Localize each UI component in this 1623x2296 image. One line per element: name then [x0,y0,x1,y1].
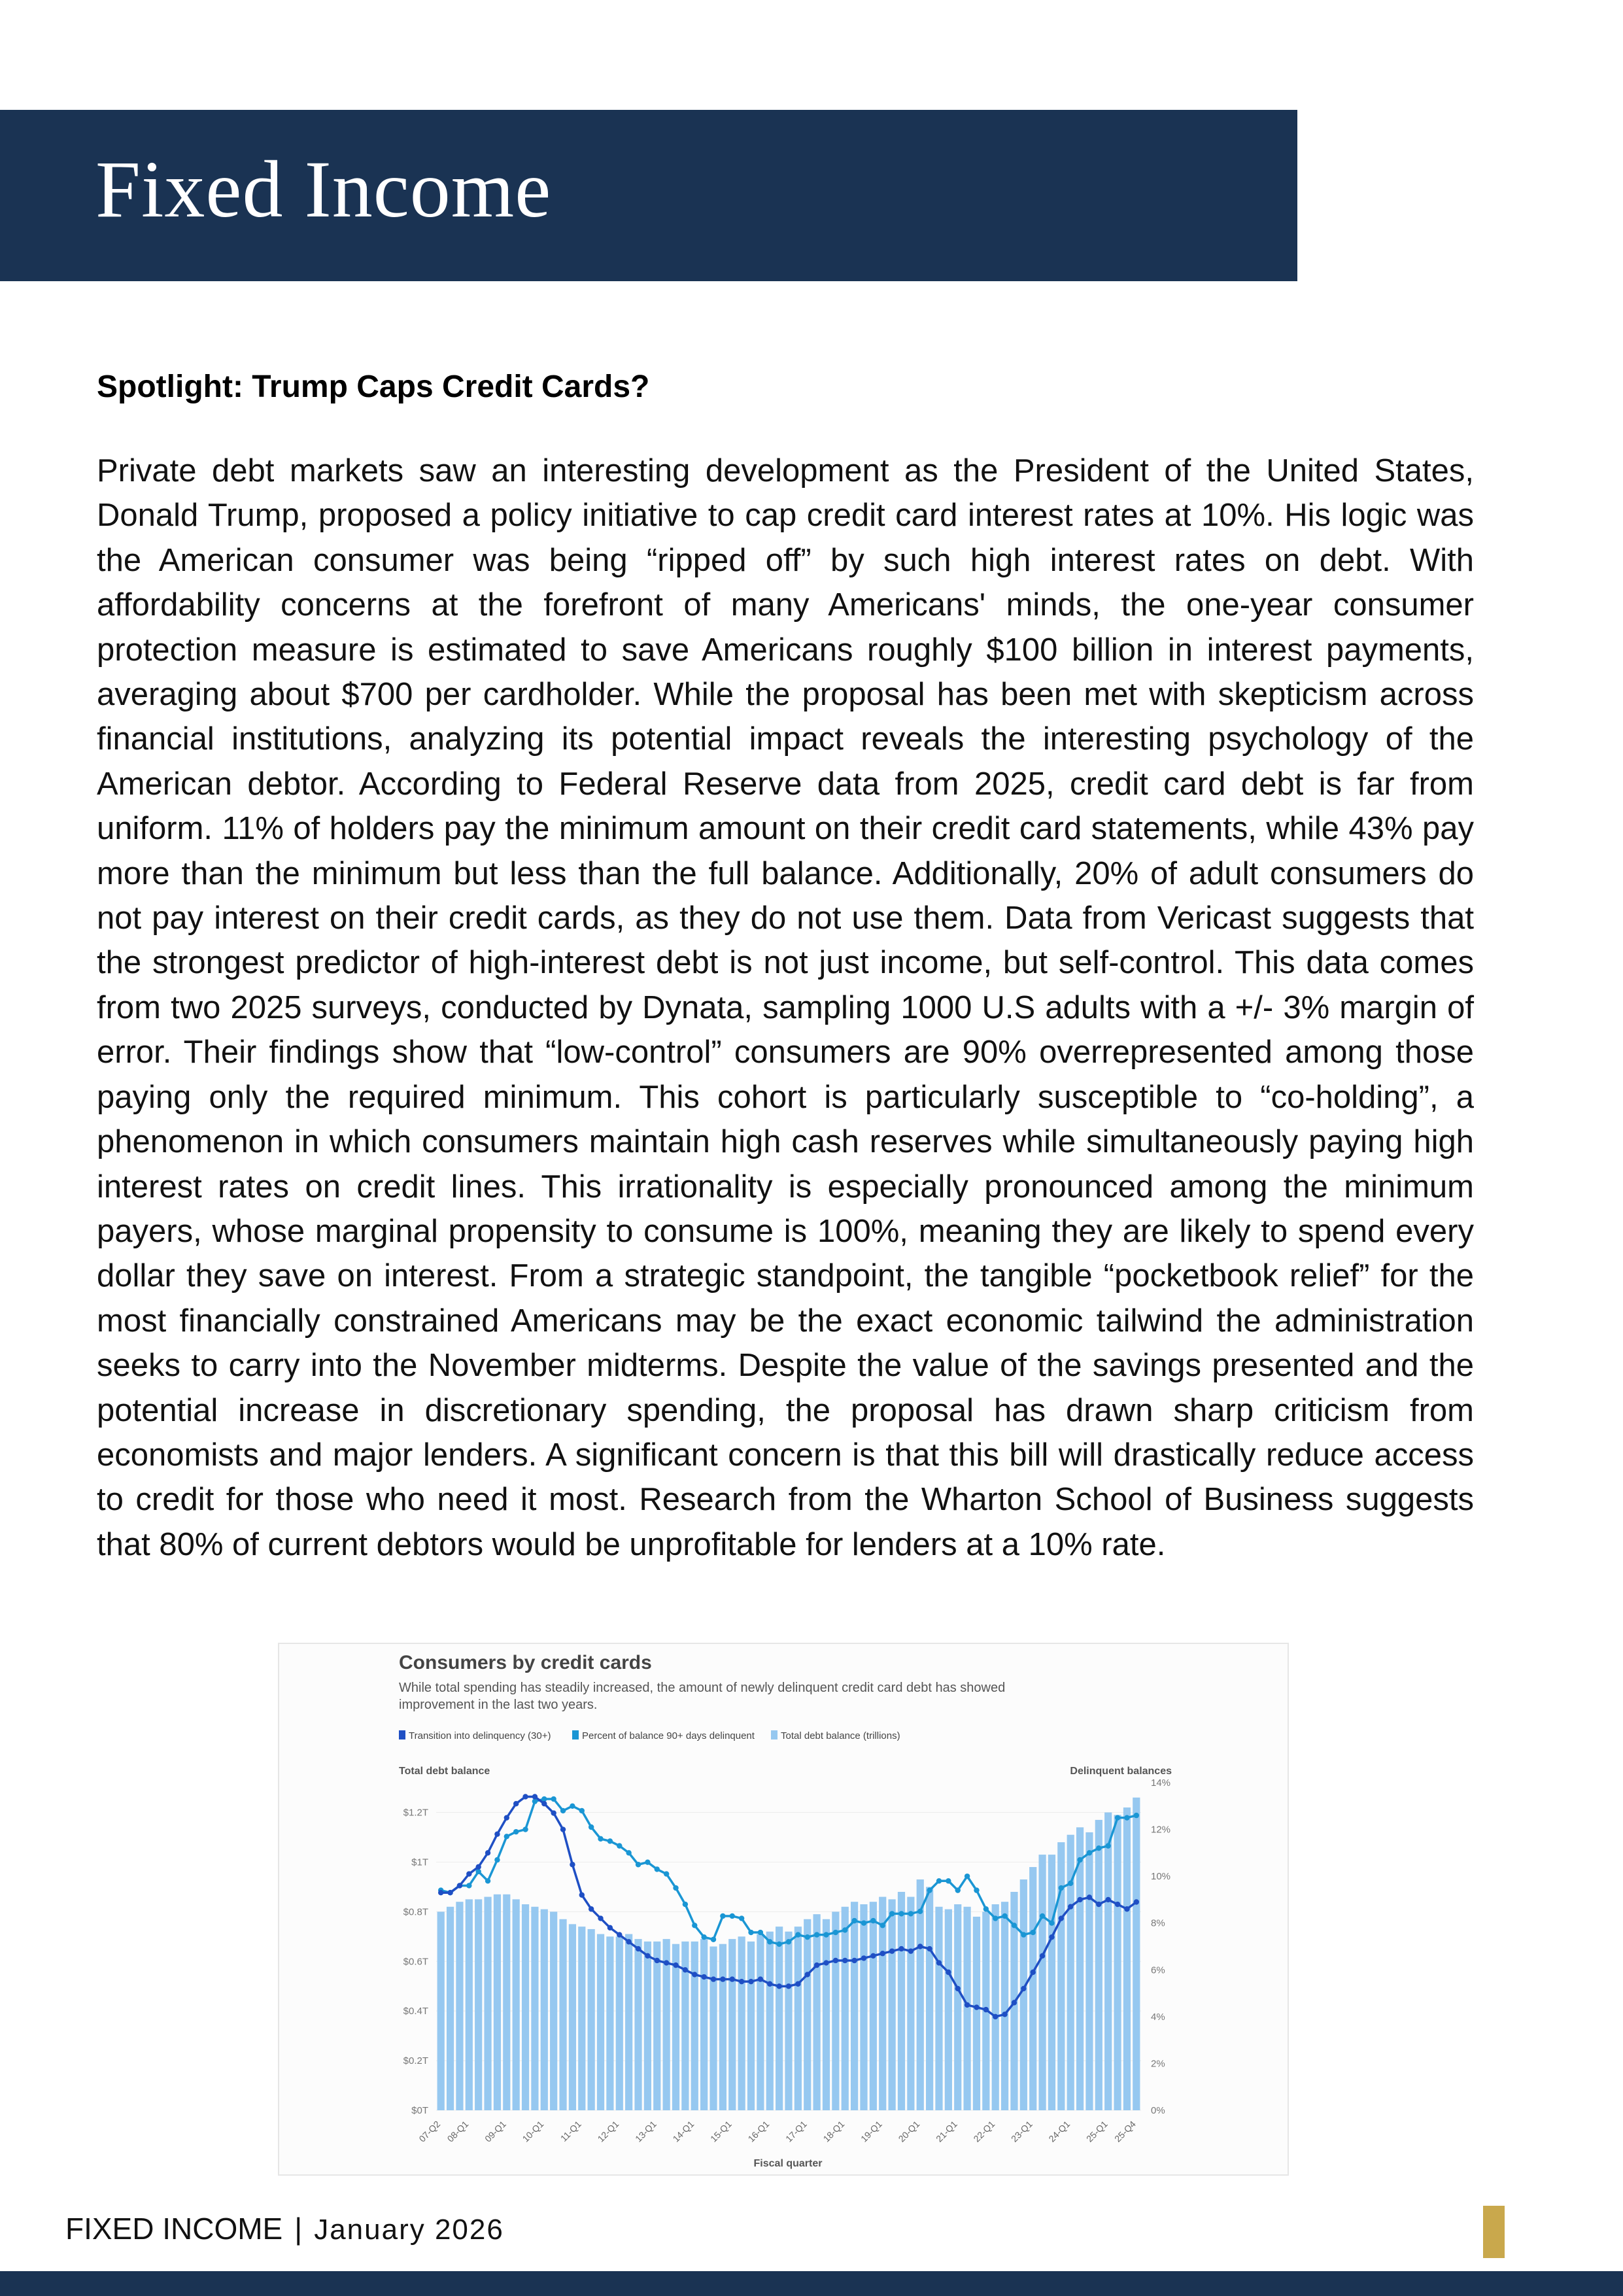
percent-90-delinquent-point [673,1885,678,1891]
percent-90-delinquent-point [776,1942,781,1947]
transition-delinquency-point [636,1946,641,1951]
percent-90-delinquent-point [711,1937,716,1942]
percent-90-delinquent-point [607,1838,613,1843]
percent-90-delinquent-point [936,1878,942,1883]
x-tick-label: 19-Q1 [859,2118,884,2144]
debt-balance-bar [644,1942,651,2110]
transition-delinquency-point [570,1862,575,1867]
debt-balance-bar [898,1892,905,2110]
transition-delinquency-point [485,1850,490,1855]
footer-section: FIXED INCOME [65,2212,283,2246]
debt-balance-bar [550,1911,557,2110]
percent-90-delinquent-point [1002,1913,1007,1919]
debt-balance-bar [1001,1902,1008,2110]
percent-90-delinquent-point [730,1913,735,1919]
transition-delinquency-point [438,1890,443,1895]
percent-90-delinquent-point [1115,1815,1120,1820]
debt-balance-bar [1048,1855,1055,2110]
transition-delinquency-point [626,1939,631,1944]
transition-delinquency-point [589,1906,594,1911]
percent-90-delinquent-point [739,1915,744,1921]
percent-90-delinquent-point [861,1921,866,1926]
transition-delinquency-point [560,1826,566,1832]
debt-balance-bar [569,1924,576,2110]
footer-separator: | [294,2212,303,2246]
debt-balance-bar [766,1932,774,2110]
right-tick-label: 10% [1151,1871,1171,1883]
debt-balance-bar [437,1911,445,2110]
x-tick-label: 23-Q1 [1008,2118,1034,2144]
percent-90-delinquent-point [1134,1813,1139,1818]
transition-delinquency-point [983,2007,989,2012]
x-tick-label: 11-Q1 [558,2118,583,2144]
percent-90-delinquent-point [1049,1921,1054,1926]
x-tick-label: 13-Q1 [633,2118,658,2144]
debt-balance-bar [870,1902,877,2110]
page-title: Fixed Income [95,145,552,234]
transition-delinquency-point [1040,1953,1045,1959]
debt-balance-bar [738,1936,745,2110]
transition-delinquency-point [851,1958,857,1963]
transition-delinquency-point [786,1983,791,1989]
debt-balance-bar [466,1899,473,2110]
percent-90-delinquent-point [898,1911,904,1916]
transition-delinquency-point [1021,1986,1026,1991]
debt-balance-bar [700,1939,708,2110]
x-tick-label: 22-Q1 [971,2118,997,2144]
transition-delinquency-point [758,1976,763,1981]
transition-delinquency-point [1124,1906,1129,1911]
debt-balance-bar [681,1942,689,2110]
percent-90-delinquent-point [908,1911,914,1916]
transition-delinquency-point [673,1962,678,1968]
percent-90-delinquent-point [636,1862,641,1867]
percent-90-delinquent-point [927,1887,932,1893]
transition-delinquency-point [664,1960,669,1965]
percent-90-delinquent-point [1012,1923,1017,1928]
debt-balance-bar [728,1939,736,2110]
transition-delinquency-point [1012,2000,1017,2005]
debt-balance-bar [494,1894,501,2110]
chart-panel [278,1643,1289,2176]
transition-delinquency-point [993,2014,998,2019]
transition-delinquency-point [870,1953,876,1959]
transition-delinquency-point [1087,1894,1092,1900]
transition-delinquency-point [814,1962,819,1968]
percent-90-delinquent-point [1031,1930,1036,1935]
debt-balance-bar [484,1897,491,2110]
percent-90-delinquent-point [814,1932,819,1937]
debt-balance-bar [691,1942,698,2110]
debt-balance-bar [513,1899,520,2110]
percent-90-delinquent-point [485,1878,490,1883]
debt-balance-bar [747,1942,755,2110]
percent-90-delinquent-point [701,1934,706,1940]
percent-90-delinquent-point [823,1932,829,1937]
percent-90-delinquent-point [617,1843,622,1848]
transition-delinquency-point [776,1983,781,1989]
x-tick-label: 12-Q1 [595,2118,621,2144]
debt-balance-bar [634,1939,641,2110]
transition-delinquency-point [927,1946,932,1951]
percent-90-delinquent-point [833,1930,838,1935]
debt-balance-bar [625,1934,632,2110]
debt-balance-bar [531,1907,538,2110]
percent-90-delinquent-point [1105,1843,1110,1848]
percent-90-delinquent-point [626,1850,631,1855]
debt-balance-bar [832,1911,839,2110]
transition-delinquency-point [541,1801,547,1806]
debt-balance-bar [973,1917,980,2110]
transition-delinquency-point [955,1986,961,1991]
transition-delinquency-point [513,1801,519,1806]
left-tick-label: $1.2T [403,1807,428,1819]
debt-balance-bar [616,1936,623,2110]
x-tick-label: 20-Q1 [896,2118,922,2144]
percent-90-delinquent-point [466,1883,471,1888]
transition-delinquency-point [936,1960,942,1965]
transition-delinquency-point [974,2004,979,2010]
percent-90-delinquent-point [1077,1857,1082,1862]
transition-delinquency-point [532,1794,538,1799]
x-tick-label: 25-Q1 [1084,2118,1110,2144]
article-heading: Spotlight: Trump Caps Credit Cards? [97,369,650,404]
chart-subtitle-line-1: While total spending has steadily increased, the amount of newly delinquent credit card debt has showed [399,1681,1006,1695]
transition-delinquency-point [748,1979,753,1984]
transition-delinquency-point [1105,1897,1110,1902]
percent-90-delinquent-point [767,1939,772,1944]
transition-delinquency-point [692,1972,697,1977]
footer-accent-bar [1483,2206,1505,2258]
percent-90-delinquent-point [589,1825,594,1830]
percent-90-delinquent-point [720,1913,725,1919]
transition-delinquency-point [579,1893,585,1898]
debt-balance-bar [842,1907,849,2110]
transition-delinquency-point [1031,1970,1036,1975]
transition-delinquency-point [833,1958,838,1963]
debt-balance-bar [1114,1815,1121,2110]
percent-90-delinquent-point [946,1878,951,1883]
transition-delinquency-point [842,1958,847,1963]
x-tick-label: 18-Q1 [821,2118,847,2144]
debt-balance-bar [719,1944,726,2110]
left-tick-label: $0T [411,2105,428,2116]
debt-balance-bar [757,1934,764,2110]
debt-balance-bar [860,1904,867,2110]
debt-balance-bar [541,1910,548,2110]
debt-balance-bar [1020,1879,1027,2110]
debt-balance-bar [907,1897,914,2110]
debt-balance-bar [1133,1798,1140,2110]
percent-90-delinquent-point [560,1808,566,1813]
transition-delinquency-point [1049,1934,1054,1940]
percent-90-delinquent-point [974,1887,979,1893]
debt-balance-bar [926,1887,933,2110]
percent-90-delinquent-point [504,1834,509,1839]
percent-90-delinquent-point [513,1829,519,1834]
debt-balance-bar [954,1904,961,2110]
percent-90-delinquent-point [795,1932,800,1937]
debt-balance-bar [709,1947,717,2111]
footer-date: January 2026 [314,2214,504,2246]
chart-title: Consumers by credit cards [399,1652,652,1673]
percent-90-delinquent-point [1059,1885,1064,1891]
left-tick-label: $0.6T [403,1956,428,1968]
transition-delinquency-point [522,1794,528,1799]
percent-90-delinquent-point [1124,1815,1129,1820]
debt-balance-bar [578,1927,585,2110]
right-tick-label: 8% [1151,1917,1165,1929]
right-tick-label: 12% [1151,1824,1171,1836]
debt-balance-bar [1123,1808,1131,2110]
percent-90-delinquent-point [551,1796,556,1802]
transition-delinquency-point [1059,1915,1064,1921]
transition-delinquency-point [598,1915,603,1921]
percent-90-delinquent-point [655,1866,660,1872]
transition-delinquency-point [1077,1897,1082,1902]
transition-delinquency-point [607,1925,613,1930]
right-axis-title: Delinquent balances [1070,1766,1172,1777]
transition-delinquency-point [795,1981,800,1987]
transition-delinquency-point [739,1979,744,1984]
transition-delinquency-point [730,1976,735,1981]
transition-delinquency-point [880,1951,885,1956]
transition-delinquency-point [889,1948,895,1953]
transition-delinquency-point [767,1981,772,1987]
percent-90-delinquent-point [993,1915,998,1921]
percent-90-delinquent-point [917,1909,923,1914]
left-tick-label: $1T [411,1857,428,1868]
percent-90-delinquent-point [664,1871,669,1876]
chart-legend [399,1730,900,1741]
debt-balance-bar [456,1902,463,2110]
legend-label-total: Total debt balance (trillions) [781,1730,900,1741]
transition-delinquency-point [720,1976,725,1981]
transition-delinquency-point [946,1970,951,1975]
transition-delinquency-point [475,1864,481,1870]
percent-90-delinquent-point [758,1930,763,1935]
debt-balance-bar [1104,1813,1112,2110]
x-tick-label: 07-Q2 [417,2118,443,2144]
x-tick-label: 08-Q1 [445,2118,471,2144]
debt-balance-bar [851,1902,858,2110]
debt-balance-bar [1076,1827,1084,2110]
transition-delinquency-point [917,1944,923,1949]
right-tick-label: 0% [1151,2105,1165,2116]
transition-delinquency-point [1134,1899,1139,1904]
percent-90-delinquent-point [494,1857,500,1862]
transition-delinquency-point [701,1974,706,1979]
transition-delinquency-point [457,1883,462,1888]
transition-delinquency-point [617,1932,622,1937]
footer-label [65,2210,504,2248]
left-tick-label: $0.4T [403,2006,428,2017]
transition-delinquency-point [823,1960,829,1965]
total-debt-bars [437,1798,1140,2110]
debt-balance-bar [597,1934,604,2110]
chart-subtitle-line-2: improvement in the last two years. [399,1698,598,1712]
percent-90-delinquent-point [1068,1881,1073,1886]
right-tick-label: 4% [1151,2011,1165,2023]
transition-delinquency-point [645,1953,650,1959]
x-tick-label: 21-Q1 [934,2118,959,2144]
x-tick-label: 17-Q1 [783,2118,809,2144]
debt-balance-bar [606,1936,613,2110]
debt-balance-bar [813,1914,821,2110]
transition-delinquency-point [711,1976,716,1981]
legend-swatch-percent [572,1730,579,1739]
transition-delinquency-point [1115,1902,1120,1907]
debt-balance-bar [785,1932,792,2110]
percent-90-delinquent-point [1021,1932,1026,1937]
debt-balance-bar [1085,1832,1093,2110]
x-tick-label: 10-Q1 [520,2118,546,2144]
credit-card-chart [279,1644,1290,2177]
transition-delinquency-point [898,1946,904,1951]
transition-delinquency-point [683,1967,688,1972]
right-tick-label: 14% [1151,1777,1171,1789]
percent-90-delinquent-point [842,1927,847,1932]
transition-delinquency-point [504,1815,509,1820]
transition-delinquency-point [655,1958,660,1963]
debt-balance-bar [653,1942,660,2110]
percent-90-delinquent-point [889,1911,895,1916]
transition-delinquency-point [551,1810,556,1815]
x-tick-label: 09-Q1 [483,2118,508,2144]
debt-balance-bar [447,1907,454,2110]
debt-balance-bar [672,1944,679,2110]
right-tick-label: 2% [1151,2058,1165,2070]
percent-90-delinquent-point [880,1923,885,1928]
percent-90-delinquent-point [1087,1850,1092,1855]
debt-balance-bar [522,1904,529,2110]
debt-balance-bar [963,1907,970,2110]
footer-band [0,2271,1623,2296]
debt-balance-bar [475,1899,482,2110]
transition-delinquency-point [1096,1902,1101,1907]
header-banner [0,110,1297,281]
debt-balance-bar [794,1927,802,2110]
percent-90-delinquent-point [851,1918,857,1923]
percent-90-delinquent-point [965,1874,970,1879]
debt-balance-bar [804,1919,811,2110]
debt-balance-bar [889,1899,896,2110]
percent-90-delinquent-point [522,1826,528,1832]
transition-delinquency-point [861,1955,866,1961]
x-tick-label: 25-Q4 [1112,2118,1138,2144]
debt-balance-bar [1038,1855,1046,2110]
left-axis-title: Total debt balance [399,1766,490,1777]
percent-90-delinquent-point [579,1808,585,1813]
debt-balance-bar [879,1897,886,2110]
debt-balance-bar [935,1907,942,2110]
percent-90-delinquent-point [955,1887,961,1893]
percent-90-delinquent-point [683,1902,688,1907]
percent-90-delinquent-point [786,1939,791,1944]
debt-balance-bar [776,1927,783,2110]
right-tick-label: 6% [1151,1964,1165,1976]
legend-swatch-total [771,1730,777,1739]
percent-90-delinquent-point [645,1859,650,1864]
left-tick-label: $0.8T [403,1906,428,1918]
left-tick-label: $0.2T [403,2055,428,2067]
debt-balance-bar [992,1904,999,2110]
percent-90-delinquent-point [692,1923,697,1928]
legend-swatch-transition [399,1730,405,1739]
transition-delinquency-point [908,1948,914,1953]
percent-90-delinquent-point [805,1934,810,1940]
x-tick-label: 15-Q1 [708,2118,734,2144]
x-axis-title: Fiscal quarter [753,2158,823,2169]
percent-90-delinquent-point [983,1906,989,1911]
legend-label-percent: Percent of balance 90+ days delinquent [582,1730,755,1741]
debt-balance-bar [945,1910,952,2110]
percent-90-delinquent-point [748,1930,753,1935]
transition-delinquency-point [1068,1904,1073,1909]
percent-90-delinquent-point [1096,1845,1101,1851]
percent-90-delinquent-point [598,1836,603,1842]
transition-delinquency-point [466,1871,471,1876]
percent-90-delinquent-point [570,1804,575,1809]
debt-balance-bar [503,1894,510,2110]
debt-balance-bar [1057,1842,1065,2110]
article-body: Private debt markets saw an interesting development as the President of the United States, Donald Trump, proposed a policy initiative to cap credit card interest rates at 10%. His logic was the American consumer was being “ripped off” by such high interest rates on debt. With affordability concerns at the forefront of many Americans' minds, the one-year consumer protection measure is estimated to save Americans roughly $100 billion in interest payments, averaging about $700 per cardholder. While the proposal has been met with skepticism across financial institutions, analyzing its potential impact reveals the interesting psychology of the American debtor. According to Federal Reserve data from 2025, credit card debt is far from uniform. 11% of holders pay the minimum amount on their credit card statements, while 43% pay more than the minimum but less than the full balance. Additionally, 20% of adult consumers do not pay interest on their credit cards, as they do not use them. Data from Vericast suggests that the strongest predictor of high-interest debt is not just income, but self-control. This data comes from two 2025 surveys, conducted by Dynata, sampling 1000 U.S adults with a +/- 3% margin of error. Their findings show that “low-control” consumers are 90% overrepresented among those paying only the required minimum. This cohort is particularly susceptible to “co-holding”, a phenomenon in which consumers maintain high cash reserves while simultaneously paying high interest rates on credit lines. This irrationality is especially pronounced among the minimum payers, whose marginal propensity to consume is 100%, meaning they are likely to spend every dollar they save on interest. From a strategic standpoint, the tangible “pocketbook relief” for the most financially constrained Americans may be the exact economic tailwind the administration seeks to carry into the November midterms. Despite the value of the savings presented and the potential increase in discretionary spending, the proposal has drawn sharp criticism from economists and major lenders. A significant concern is that this bill will drastically reduce access to credit for those who need it most. Research from the Wharton School of Business suggests that 80% of current debtors would be unprofitable for lenders at a 10% rate. [97,453,1474,1562]
transition-delinquency-point [494,1832,500,1837]
debt-balance-bar [1029,1867,1036,2110]
legend-label-transition: Transition into delinquency (30+) [409,1730,551,1741]
debt-balance-bar [559,1919,566,2110]
x-tick-label: 24-Q1 [1046,2118,1072,2144]
debt-balance-bar [588,1929,595,2110]
debt-balance-bar [1095,1820,1102,2110]
x-tick-label: 14-Q1 [670,2118,696,2144]
x-tick-label: 16-Q1 [745,2118,772,2144]
percent-90-delinquent-point [1040,1913,1045,1919]
transition-delinquency-point [1002,2012,1007,2017]
transition-delinquency-point [965,2002,970,2008]
transition-delinquency-point [805,1972,810,1977]
transition-delinquency-point [447,1890,453,1895]
percent-90-delinquent-point [870,1918,876,1923]
debt-balance-bar [823,1919,830,2110]
